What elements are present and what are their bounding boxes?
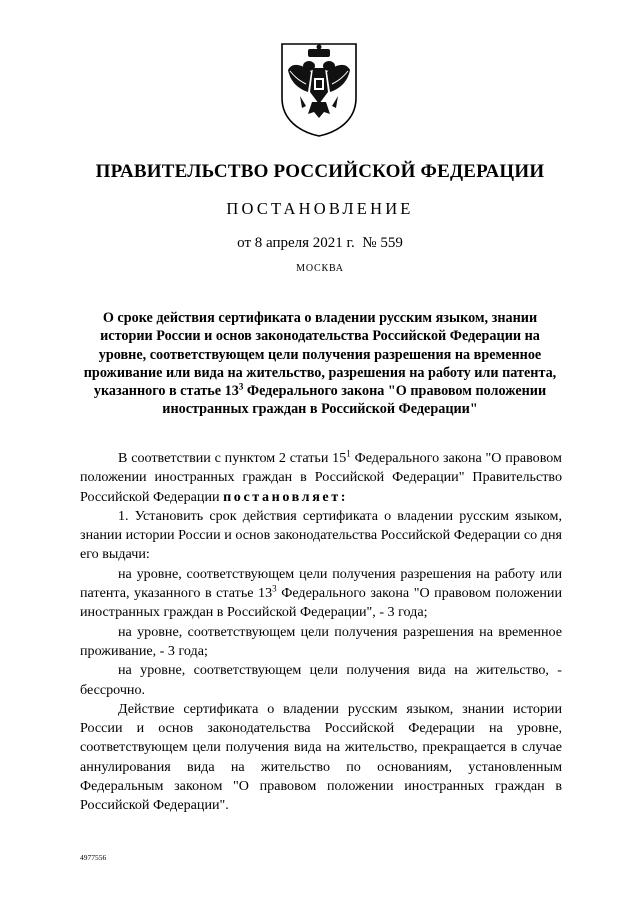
paragraph-residence-permit: на уровне, соответствующем цели получения вида на жительство, - бессрочно. (80, 662, 562, 698)
work-text-1: на уровне, соответствующем цели получения разрешения на работу или патента, указанного в статье 13 (80, 565, 562, 602)
paragraph-item-1: 1. Установить срок действия сертификата о владении русским языком, знании истории России и основ законодательства Российской Федерации со дня его выдачи: (80, 507, 562, 563)
coat-of-arms-emblem (278, 40, 360, 138)
document-body (80, 449, 562, 816)
work-superscript: 3 (272, 583, 277, 594)
document-title (80, 309, 560, 419)
paragraph-temporary-residence: на уровне, соответствующем цели получения разрешения на временное проживание, - 3 года; (80, 623, 562, 659)
document-date: от 8 апреля 2021 г. (237, 235, 355, 251)
title-part-1: О сроке действия сертификата о владении русским языком, знании истории России и основ законодательства Российской Федерации на уровне, соответствующем цели получения разрешения на временное проживание или вида на жительство, разрешения на работу или патента, указанного в статье 13 (83, 310, 557, 400)
decree-word: постановляет: (223, 488, 349, 505)
preamble-text-2: Федерального закона "О правовом положении иностранных граждан в Российской Федерации" Правительство Российской Федерации (80, 450, 562, 505)
date-number-line (0, 235, 640, 252)
preamble-text-1: В соответствии с пунктом 2 статьи 15 (118, 450, 347, 466)
city-label: МОСКВА (296, 263, 344, 274)
preamble-superscript: 1 (346, 448, 351, 459)
title-part-2: Федерального закона "О правовом положении иностранных граждан в Российской Федерации" (162, 383, 547, 418)
paragraph-preamble (80, 449, 562, 507)
paragraph-work-patent (80, 565, 562, 623)
document-id: 4977556 (80, 853, 107, 862)
document-type: ПОСТАНОВЛЕНИЕ (226, 199, 414, 218)
document-number: № 559 (362, 235, 403, 251)
work-text-2: Федерального закона "О правовом положении иностранных граждан в Российской Федерации", - 3 года; (80, 585, 563, 621)
title-superscript: 3 (238, 381, 244, 392)
government-heading: ПРАВИТЕЛЬСТВО РОССИЙСКОЙ ФЕДЕРАЦИИ (95, 161, 545, 182)
paragraph-termination: Действие сертификата о владении русским языком, знании истории России и основ законодательства Российской Федерации на уровне, соответствующем цели получения вида на жительство, прекращается в случае аннулирования вида на жительство по основаниям, установленным Федеральным законом "О правовом положении иностранных граждан в Российской Федерации". (80, 700, 562, 814)
